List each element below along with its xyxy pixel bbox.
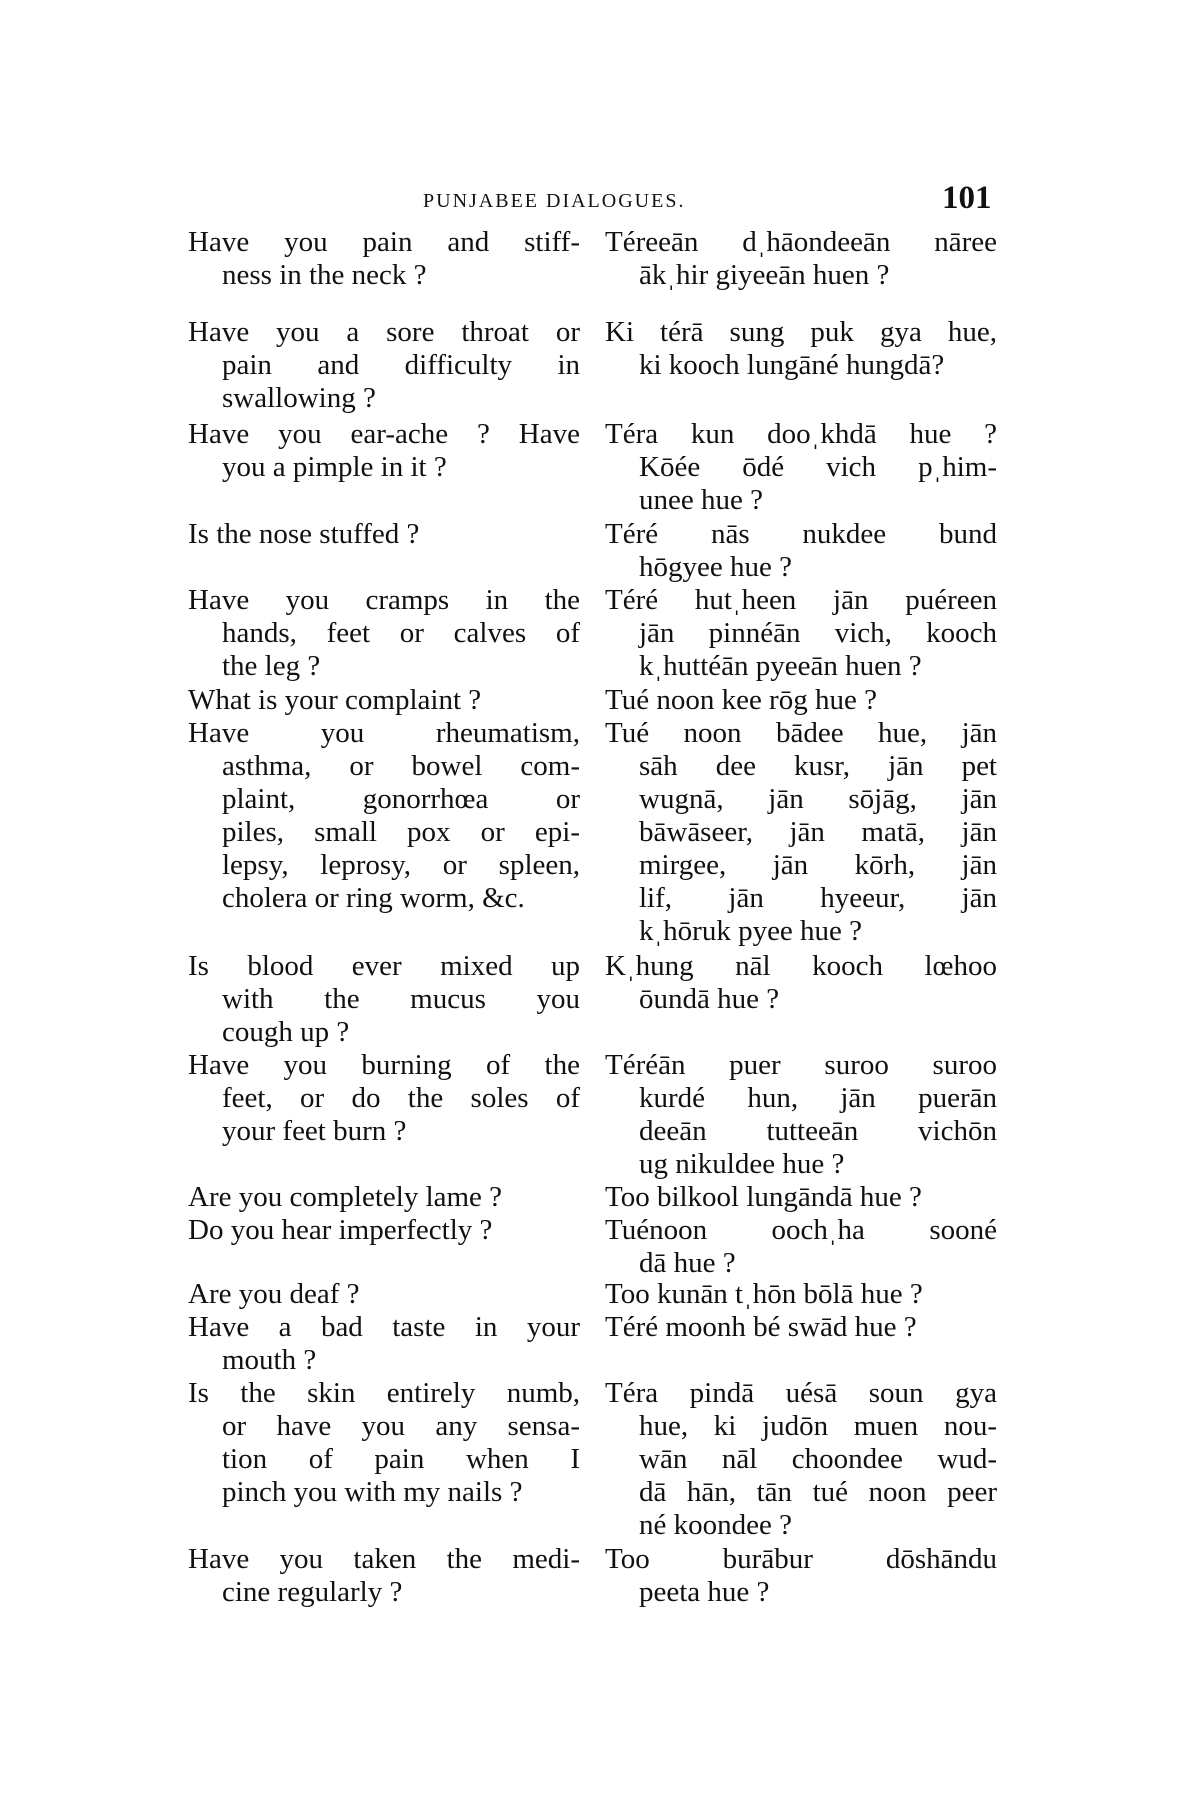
english-phrase <box>188 684 580 717</box>
english-line: Do you hear imperfectly ? <box>188 1214 493 1246</box>
punjabee-line: Téré nās nukdee bund <box>605 518 997 550</box>
english-line: Have you a sore throat or <box>188 316 580 348</box>
english-line: Have a bad taste in your <box>188 1311 580 1343</box>
page-number: 101 <box>942 180 992 216</box>
english-line: ness in the neck ? <box>222 259 427 291</box>
english-line: piles, small pox or epi- <box>222 816 580 848</box>
punjabee-line: ki kooch lungāné hungdā? <box>639 349 945 381</box>
punjabee-line: wān nāl choondee wud- <box>639 1443 997 1475</box>
english-phrase <box>188 1377 580 1509</box>
english-line: Have you ear-ache ? Have <box>188 418 580 450</box>
english-line: Have you cramps in the <box>188 584 580 616</box>
punjabee-phrase <box>605 226 997 292</box>
punjabee-line: ōundā hue ? <box>639 983 780 1015</box>
punjabee-line: Tué noon bādee hue, jān <box>605 717 997 749</box>
punjabee-line: Too burābur dōshāndu <box>605 1543 997 1575</box>
english-line: Have you taken the medi- <box>188 1543 580 1575</box>
english-line: What is your complaint ? <box>188 684 482 716</box>
punjabee-line: wugnā, jān sōjāg, jān <box>639 783 997 815</box>
punjabee-phrase <box>605 950 997 1016</box>
english-phrase <box>188 1049 580 1148</box>
punjabee-phrase <box>605 1543 997 1609</box>
english-line: tion of pain when I <box>222 1443 580 1475</box>
english-line: Are you deaf ? <box>188 1278 360 1310</box>
punjabee-phrase <box>605 584 997 683</box>
english-line: mouth ? <box>222 1344 317 1376</box>
punjabee-line: hōgyee hue ? <box>639 551 792 583</box>
punjabee-line: Téra kun dooˌkhdā hue ? <box>605 418 997 450</box>
punjabee-line: kˌhōruk pyee hue ? <box>639 915 863 947</box>
english-phrase <box>188 717 580 915</box>
punjabee-line: bāwāseer, jān matā, jān <box>639 816 997 848</box>
english-line: you a pimple in it ? <box>222 451 447 483</box>
english-line: cough up ? <box>222 1016 350 1048</box>
english-line: Are you completely lame ? <box>188 1181 503 1213</box>
english-line: the leg ? <box>222 650 321 682</box>
english-line: feet, or do the soles of <box>222 1082 580 1114</box>
punjabee-phrase <box>605 316 997 382</box>
punjabee-phrase <box>605 684 997 717</box>
english-line: Is the nose stuffed ? <box>188 518 420 550</box>
english-line: cholera or ring worm, &c. <box>222 882 525 914</box>
english-line: Have you pain and stiff- <box>188 226 580 258</box>
punjabee-line: dā hue ? <box>639 1247 736 1279</box>
english-phrase <box>188 1311 580 1377</box>
punjabee-line: ākˌhir giyeeān huen ? <box>639 259 890 291</box>
english-line: Is the skin entirely numb, <box>188 1377 580 1409</box>
punjabee-line: Too kunān tˌhōn bōlā hue ? <box>605 1278 923 1310</box>
punjabee-line: mirgee, jān kōrh, jān <box>639 849 997 881</box>
punjabee-line: Téré moonh bé swād hue ? <box>605 1311 917 1343</box>
punjabee-line: hue, ki judōn muen nou- <box>639 1410 997 1442</box>
punjabee-line: deeān tutteeān vichōn <box>639 1115 997 1147</box>
english-phrase <box>188 1181 580 1214</box>
english-line: asthma, or bowel com- <box>222 750 580 782</box>
english-line: with the mucus you <box>222 983 580 1015</box>
english-phrase <box>188 418 580 484</box>
punjabee-phrase <box>605 717 997 948</box>
punjabee-line: Kˌhung nāl kooch lœhoo <box>605 950 997 982</box>
punjabee-line: Ki térā sung puk gya hue, <box>605 316 997 348</box>
punjabee-line: kurdé hun, jān puerān <box>639 1082 997 1114</box>
english-line: swallowing ? <box>222 382 376 414</box>
english-line: cine regularly ? <box>222 1576 403 1608</box>
punjabee-phrase <box>605 1049 997 1181</box>
punjabee-phrase <box>605 418 997 517</box>
punjabee-line: ug nikuldee hue ? <box>639 1148 845 1180</box>
english-line: hands, feet or calves of <box>222 617 580 649</box>
punjabee-line: Téra pindā uésā soun gya <box>605 1377 997 1409</box>
english-phrase <box>188 518 580 551</box>
english-line: pinch you with my nails ? <box>222 1476 523 1508</box>
punjabee-line: peeta hue ? <box>639 1576 770 1608</box>
punjabee-phrase <box>605 1311 997 1344</box>
punjabee-line: unee hue ? <box>639 484 763 516</box>
english-line: Have you burning of the <box>188 1049 580 1081</box>
english-line: plaint, gonorrhœa or <box>222 783 580 815</box>
english-line: your feet burn ? <box>222 1115 407 1147</box>
punjabee-line: jān pinnéān vich, kooch <box>639 617 997 649</box>
english-phrase <box>188 584 580 683</box>
english-line: pain and difficulty in <box>222 349 580 381</box>
punjabee-line: Tuénoon oochˌha sooné <box>605 1214 997 1246</box>
punjabee-line: Kōée ōdé vich pˌhim- <box>639 451 997 483</box>
punjabee-phrase <box>605 518 997 584</box>
english-phrase <box>188 950 580 1049</box>
punjabee-phrase <box>605 1214 997 1280</box>
punjabee-phrase <box>605 1181 997 1214</box>
punjabee-line: Téreeān dˌhāondeeān nāree <box>605 226 997 258</box>
punjabee-phrase <box>605 1278 997 1311</box>
english-phrase <box>188 316 580 415</box>
punjabee-line: kˌhuttéān pyeeān huen ? <box>639 650 922 682</box>
punjabee-line: né koondee ? <box>639 1509 792 1541</box>
english-line: Is blood ever mixed up <box>188 950 580 982</box>
english-phrase <box>188 1214 580 1247</box>
punjabee-line: Tué noon kee rōg hue ? <box>605 684 877 716</box>
english-phrase <box>188 1543 580 1609</box>
punjabee-line: sāh dee kusr, jān pet <box>639 750 997 782</box>
english-phrase <box>188 1278 580 1311</box>
english-phrase <box>188 226 580 292</box>
punjabee-line: Téréān puer suroo suroo <box>605 1049 997 1081</box>
running-title: PUNJABEE DIALOGUES. <box>423 190 686 212</box>
punjabee-line: dā hān, tān tué noon peer <box>639 1476 997 1508</box>
punjabee-line: Too bilkool lungāndā hue ? <box>605 1181 922 1213</box>
punjabee-line: lif, jān hyeeur, jān <box>639 882 997 914</box>
english-line: lepsy, leprosy, or spleen, <box>222 849 580 881</box>
english-line: or have you any sensa- <box>222 1410 580 1442</box>
punjabee-line: Téré hutˌheen jān puéreen <box>605 584 997 616</box>
english-line: Have you rheumatism, <box>188 717 580 749</box>
punjabee-phrase <box>605 1377 997 1542</box>
